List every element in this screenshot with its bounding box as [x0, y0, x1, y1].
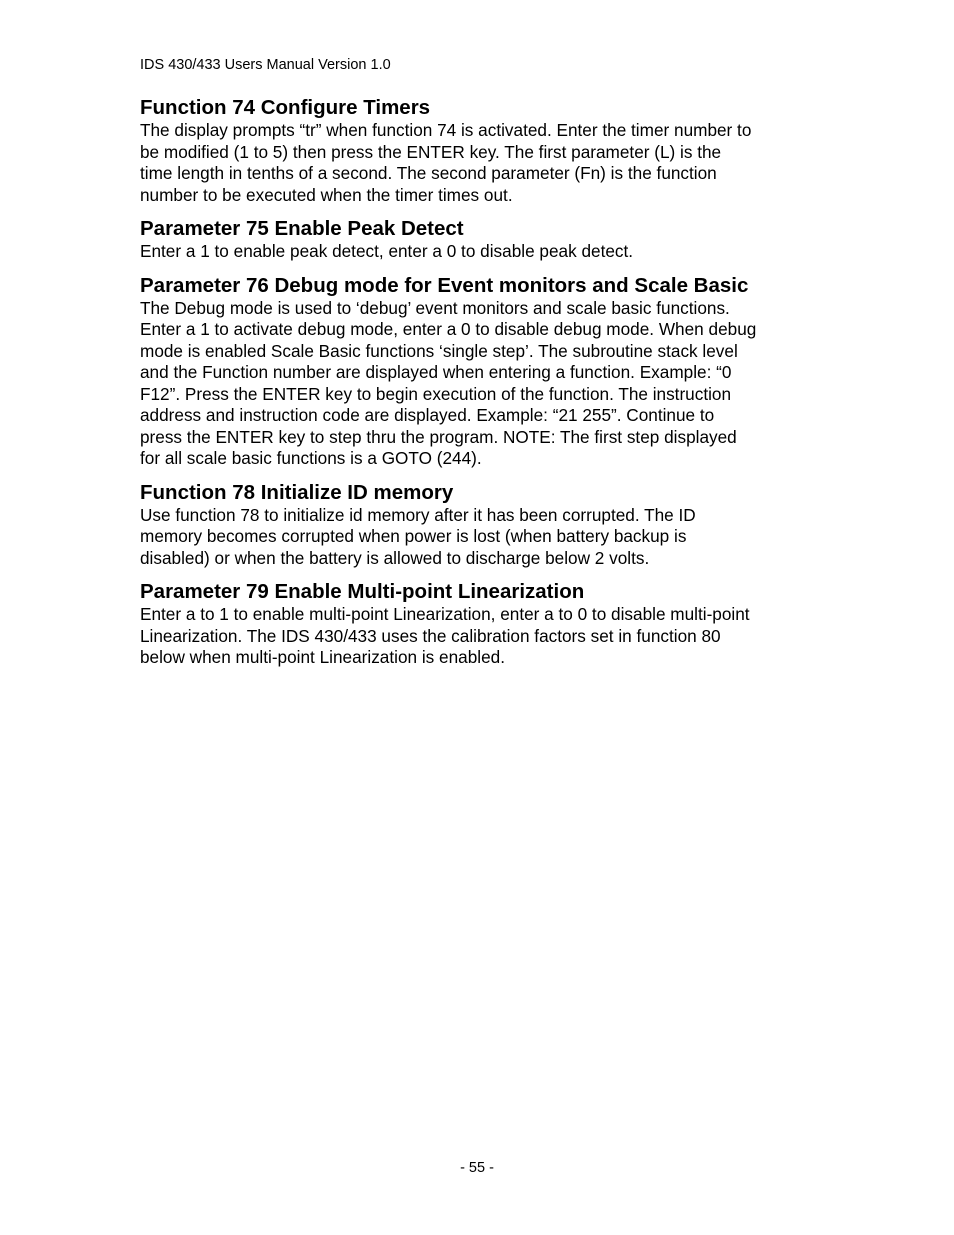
section-title: Parameter 75 Enable Peak Detect	[140, 217, 464, 240]
section-function-78	[140, 480, 830, 570]
section-body: The Debug mode is used to ‘debug’ event monitors and scale basic functions. Enter a 1 to activate debug mode, enter a 0 to disable debug mode. When debug mode is enabled Scale Basic functions ‘single step’. The subroutine stack level and the Function number are displayed when entering a function. Example: “0 F12”. Press the ENTER key to begin execution of the function. The instruction address and instruction code are displayed. Example: “21 255”. Continue to press the ENTER key to step thru the program. NOTE: The first step displayed for all scale basic functions is a GOTO (244).	[140, 297, 757, 468]
section-title: Parameter 79 Enable Multi-point Linearization	[140, 580, 585, 603]
section-body: Use function 78 to initialize id memory after it has been corrupted. The ID memory becomes corrupted when power is lost (when battery backup is disabled) or when the battery is allowed to discharge below 2 volts.	[140, 504, 696, 568]
running-header: IDS 430/433 Users Manual Version 1.0	[140, 57, 391, 73]
page-number: - 55 -	[460, 1160, 494, 1176]
section-parameter-76	[140, 273, 830, 470]
section-parameter-79	[140, 579, 830, 669]
section-function-74	[140, 95, 830, 206]
section-title: Parameter 76 Debug mode for Event monitors and Scale Basic	[140, 273, 749, 297]
section-body: Enter a 1 to enable peak detect, enter a 0 to disable peak detect.	[140, 241, 634, 261]
section-title: Function 78 Initialize ID memory	[140, 480, 454, 504]
section-title: Function 74 Configure Timers	[140, 96, 431, 119]
section-body: The display prompts “tr” when function 74 is activated. Enter the timer number to be modified (1 to 5) then press the ENTER key. The first parameter (L) is the time length in tenths of a second. The second parameter (Fn) is the function number to be executed when the timer times out.	[140, 120, 752, 205]
page-content	[140, 95, 830, 679]
section-parameter-75	[140, 216, 830, 263]
section-body: Enter a to 1 to enable multi-point Linearization, enter a to 0 to disable multi-point Linearization. The IDS 430/433 uses the calibration factors set in function 80 below when multi-point Linearization is enabled.	[140, 604, 750, 667]
